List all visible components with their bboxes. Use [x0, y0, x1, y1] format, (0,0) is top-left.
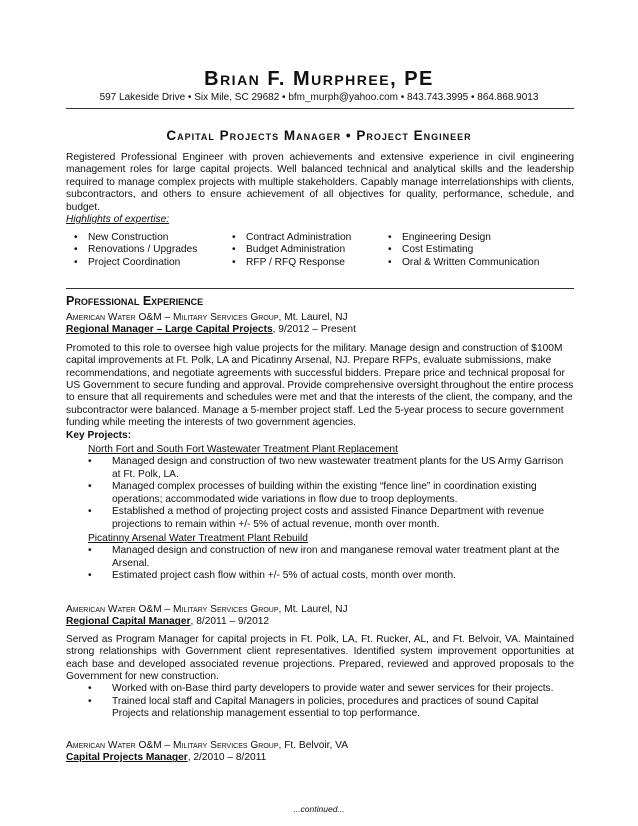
summary-paragraph: Registered Professional Engineer with proven achievements and extensive experience in civil engineering management roles for large capital projects. Well balanced technical and analytical skills and the leadership required to manage complex projects with multiple stakeholders. Capably manage interrelationships with clients, subcontractors, and others to ensure achievement of all objectives for quality, performance, schedule, and budget.	[66, 152, 574, 213]
job-description: Promoted to this role to oversee high value projects for the military. Manage design and construction of $100M capital improvements at Ft. Polk, LA and Picatinny Arsenal, NJ. Prepare RFPs, evaluate submissions, make recommendations, and negotiate agreements with successful bidders. Prepare price and technical proposal for US Government to secure funding and approval. Provide comprehensive oversight throughout the entire process to ensure that all requirements and schedules were met and that the interests of the client, the company, and the subcontractor were balanced. Manage a 5-member project staff. Led the 5-year process to secure government funding while meeting the interests of two government agencies.	[66, 342, 574, 429]
header-divider	[66, 108, 574, 109]
job-location: , Ft. Belvoir, VA	[278, 740, 348, 751]
highlight-item: • Renovations / Upgrades	[74, 244, 197, 256]
highlight-item: • RFP / RFQ Response	[232, 257, 351, 269]
job-company-line	[66, 312, 574, 324]
objective-title: Capital Projects Manager • Project Engineer	[166, 128, 472, 143]
project-name: North Fort and South Fort Wastewater Treatment Plant Replacement	[88, 444, 398, 456]
highlights-column-2	[232, 232, 351, 269]
job-1	[66, 312, 574, 583]
bullet-item: • Worked with on-Base third party developers to provide water and sewer services for their projects.	[88, 683, 574, 695]
job-company-line	[66, 740, 574, 752]
job-role-line	[66, 752, 574, 764]
highlight-item: • Budget Administration	[232, 244, 351, 256]
highlight-item: • Engineering Design	[388, 232, 539, 244]
job-description: Served as Program Manager for capital projects in Ft. Polk, LA, Ft. Rucker, AL, and Ft. Belvoir, VA. Maintained strong relationships with Government client representatives. Identified system improvement opportunities at each base and developed associated revenue projections. Prepared, reviewed and approved proposals to the Government for new construction.	[66, 633, 574, 683]
job-company-line	[66, 604, 574, 616]
job-company: American Water O&M – Military Services Group	[66, 740, 279, 751]
highlight-item: • New Construction	[74, 232, 197, 244]
continued-footer: ...continued...	[293, 804, 345, 814]
highlight-item: • Cost Estimating	[388, 244, 539, 256]
project-bullets	[66, 456, 574, 530]
job-title: Regional Manager – Large Capital Projects	[66, 324, 273, 336]
job-dates: , 2/2010 – 8/2011	[187, 752, 267, 764]
job-title: Regional Capital Manager	[66, 616, 191, 628]
job-company: American Water O&M – Military Services Group	[66, 312, 279, 323]
highlights-column-1	[74, 232, 197, 269]
key-projects-label: Key Projects:	[66, 429, 132, 441]
job-dates: , 9/2012 – Present	[272, 324, 356, 336]
bullet-item: • Managed complex processes of building within the existing “fence line” in coordination existing operations; accommodated wide variations in flow due to troop deployments.	[88, 481, 574, 506]
bullet-item: • Estimated project cash flow within +/- 5% of actual costs, month over month.	[88, 570, 574, 582]
bullet-item: • Established a method of projecting project costs and assisted Finance Department with revenue projections to remain within +/- 5% of actual revenue, month over month.	[88, 506, 574, 531]
project-bullets	[66, 545, 574, 582]
experience-section-title: Professional Experience	[66, 294, 204, 308]
job-dates: , 8/2011 – 9/2012	[190, 616, 270, 628]
job-company: American Water O&M – Military Services Group	[66, 604, 279, 615]
highlight-item: • Oral & Written Communication	[388, 257, 539, 269]
highlight-item: • Project Coordination	[74, 257, 197, 269]
bullet-item: • Managed design and construction of two new wastewater treatment plants for the US Army Garrison at Ft. Polk, LA.	[88, 456, 574, 481]
bullet-item: • Managed design and construction of new iron and manganese removal water treatment plant at the Arsenal.	[88, 545, 574, 570]
highlights-column-3	[388, 232, 539, 269]
job-location: , Mt. Laurel, NJ	[278, 604, 348, 615]
job-bullets	[66, 683, 574, 720]
contact-line: 597 Lakeside Drive • Six Mile, SC 29682 • bfm_murph@yahoo.com • 843.743.3995 • 864.868.9013	[99, 92, 539, 103]
job-title: Capital Projects Manager	[66, 752, 188, 764]
job-2	[66, 604, 574, 721]
candidate-name: Brian F. Murphree, PE	[204, 68, 434, 90]
highlights-title: Highlights of expertise:	[66, 214, 170, 225]
experience-divider	[66, 288, 574, 289]
highlight-item: • Contract Administration	[232, 232, 351, 244]
job-role-line	[66, 616, 574, 628]
bullet-item: • Trained local staff and Capital Managers in policies, procedures and practices of sound Capital Projects and relationship management essential to top performance.	[88, 696, 574, 721]
job-role-line	[66, 324, 574, 336]
project-name: Picatinny Arsenal Water Treatment Plant Rebuild	[88, 532, 308, 544]
job-location: , Mt. Laurel, NJ	[278, 312, 348, 323]
job-3	[66, 740, 574, 765]
